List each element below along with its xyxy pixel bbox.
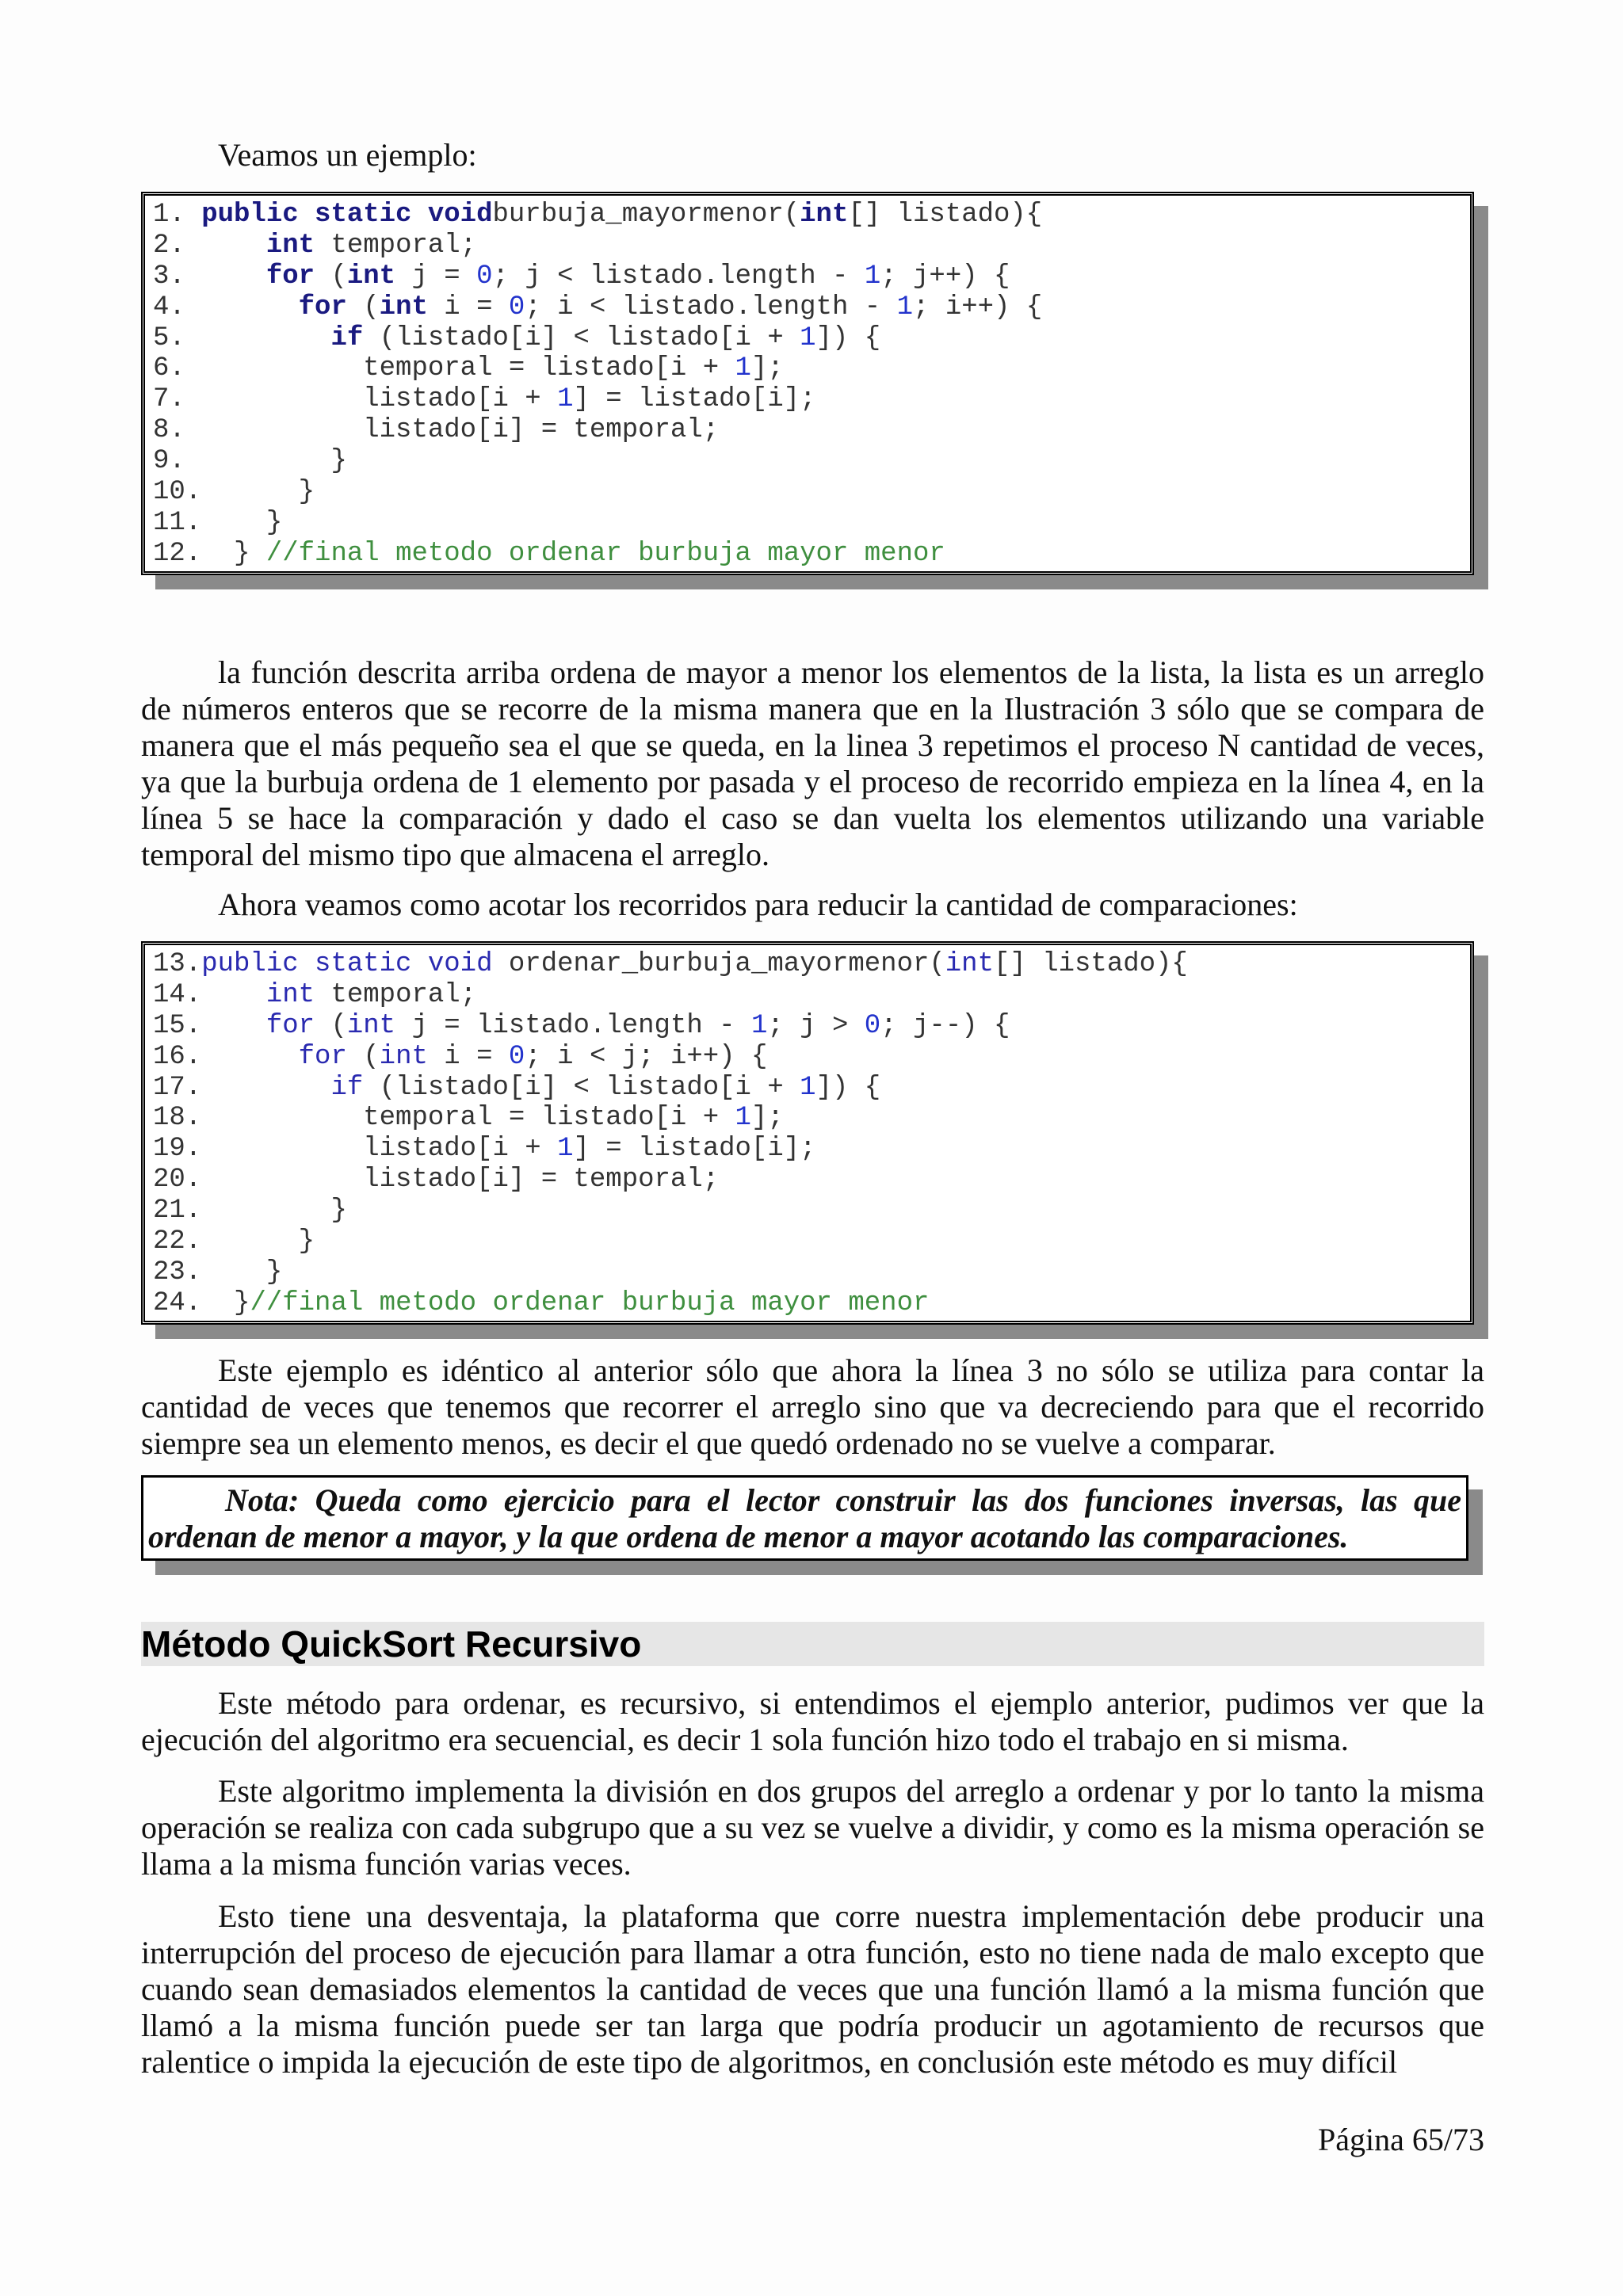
code-text: ordenar_burbuja_mayormenor( [492, 949, 945, 979]
code-block-2 [141, 941, 1474, 1325]
code-text: } [201, 538, 266, 569]
code-text: burbuja_mayormenor( [492, 200, 800, 230]
line-number: 4. [153, 292, 202, 322]
code-keyword: int [945, 949, 994, 979]
code-line [145, 477, 1470, 508]
code-line [145, 415, 1470, 446]
code-text: ] = listado[i]; [573, 384, 816, 415]
page-number: Página 65/73 [1318, 2122, 1484, 2157]
code-text: ( [346, 292, 380, 322]
code-text: temporal; [315, 979, 477, 1010]
line-number: 1. [153, 200, 202, 230]
code-text: (listado[i] < listado[i + [363, 1072, 800, 1103]
note-box [141, 1475, 1468, 1561]
line-number: 5. [153, 322, 202, 353]
code-keyword: int [346, 1010, 396, 1041]
paragraph-quicksort-2: Este algoritmo implementa la división en dos grupos del arreglo a ordenar y por lo tanto la misma operación se realiza con cada subgrupo que a su vez se vuelve a dividir, y como es la misma operación se llama a la misma función varias veces. [141, 1773, 1484, 1882]
line-number: 2. [153, 230, 202, 261]
code-comment: //final metodo ordenar burbuja mayor menor [250, 1287, 930, 1318]
code-text: } [201, 1287, 250, 1318]
paragraph-quicksort-1: Este método para ordenar, es recursivo, si entendimos el ejemplo anterior, pudimos ver que la ejecución del algoritmo era secuencial, es decir 1 sola función hizo todo el trabajo en si misma. [141, 1685, 1484, 1757]
code-line [145, 1196, 1470, 1226]
code-text: } [201, 477, 315, 508]
code-text: j = [395, 261, 477, 292]
code-keyword: int [379, 1041, 428, 1072]
code-line [145, 1226, 1470, 1257]
code-text: ; j > [767, 1010, 865, 1041]
code-text: } [201, 1257, 283, 1287]
code-keyword: public static void [201, 949, 493, 979]
code-keyword: 1 [557, 384, 574, 415]
code-text: ]) { [815, 1072, 881, 1103]
line-number: 9. [153, 446, 202, 477]
code-keyword: if [330, 1072, 364, 1103]
code-text: ; j--) { [880, 1010, 1010, 1041]
code-line [145, 200, 1470, 231]
code-text: [] listado){ [994, 949, 1188, 979]
code-keyword: int [265, 230, 315, 261]
code-keyword: for [265, 1010, 315, 1041]
line-number: 15. [153, 1010, 202, 1041]
code-text [201, 1073, 330, 1103]
code-line [145, 1288, 1470, 1319]
code-line [145, 1165, 1470, 1196]
code-text: temporal = listado[i + [201, 1103, 735, 1134]
code-text: temporal = listado[i + [201, 353, 735, 384]
code-line [145, 1134, 1470, 1165]
line-number: 6. [153, 353, 202, 384]
code-keyword: int [800, 200, 849, 230]
line-number: 23. [153, 1257, 202, 1287]
code-line [145, 353, 1470, 384]
code-line [145, 539, 1470, 570]
code-keyword: 1 [735, 1103, 751, 1134]
code-keyword: 1 [800, 1072, 816, 1103]
code-text: ; j < listado.length - [492, 261, 865, 292]
section-heading: Método QuickSort Recursivo [141, 1622, 1484, 1666]
code-comment: //final metodo ordenar burbuja mayor menor [265, 538, 945, 569]
code-line [145, 292, 1470, 323]
code-text: ; i < j; i++) { [525, 1041, 768, 1072]
line-number: 10. [153, 477, 202, 508]
code-keyword: int [265, 979, 315, 1010]
code-line [145, 231, 1470, 261]
code-keyword: 0 [508, 1041, 525, 1072]
code-text: } [201, 1196, 347, 1226]
line-number: 24. [153, 1287, 202, 1318]
code-keyword: 1 [750, 1010, 768, 1041]
code-keyword: 0 [864, 1010, 881, 1041]
note-text: Nota: Queda como ejercicio para el lector construir las dos funciones inversas, las que ordenan de menor a mayor, y la que ordena de menor a mayor acotando las comparaciones. [148, 1482, 1461, 1554]
code-text: ; j++) { [880, 261, 1010, 292]
code-block-1 [141, 192, 1474, 575]
line-number: 7. [153, 384, 202, 415]
code-keyword: for [265, 261, 315, 292]
code-text [201, 323, 330, 353]
paragraph-quicksort-3: Esto tiene una desventaja, la plataforma que corre nuestra implementación debe producir una interrupción del proceso de ejecución para llamar a otra función, esto no tiene nada de malo excepto que cuando sean demasiados elementos la cantidad de veces que una función llamó a la misma función que llamó a la misma función puede ser tan larga que podría producir un agotamiento de recursos que ralentice o impida la ejecución de este tipo de algoritmos, en conclusión este método es muy difícil [141, 1898, 1484, 2080]
line-number: 17. [153, 1072, 202, 1103]
code-text [201, 292, 298, 322]
code-keyword: 1 [800, 322, 816, 353]
code-line [145, 1103, 1470, 1134]
code-keyword: int [379, 292, 428, 322]
line-number: 20. [153, 1165, 202, 1196]
code-text: ] = listado[i]; [573, 1134, 816, 1165]
code-line [145, 1073, 1470, 1104]
code-text [201, 231, 266, 261]
code-keyword: int [346, 261, 396, 292]
line-number: 12. [153, 538, 202, 569]
code-text: } [201, 507, 283, 538]
code-text: } [201, 1226, 315, 1257]
code-text [201, 1011, 266, 1041]
code-text: listado[i + [201, 1134, 558, 1165]
code-keyword: 1 [557, 1134, 574, 1165]
code-line [145, 508, 1470, 539]
paragraph-intro-2: Ahora veamos como acotar los recorridos para reducir la cantidad de comparaciones: [218, 887, 1298, 922]
code-line [145, 1042, 1470, 1073]
code-keyword: for [298, 1041, 347, 1072]
intro-text: Veamos un ejemplo: [218, 137, 477, 173]
code-text [201, 261, 266, 292]
code-keyword: if [330, 322, 364, 353]
code-text: ( [346, 1041, 380, 1072]
line-number: 16. [153, 1041, 202, 1072]
code-line [145, 384, 1470, 415]
code-line [145, 1011, 1470, 1042]
code-line [145, 261, 1470, 292]
code-text: ]; [750, 1103, 784, 1134]
code-text: ( [315, 261, 347, 292]
line-number: 21. [153, 1196, 202, 1226]
code-line [145, 1257, 1470, 1288]
code-text: [] listado){ [848, 200, 1043, 230]
code-keyword: 1 [864, 261, 881, 292]
line-number: 18. [153, 1103, 202, 1134]
code-text: ]) { [815, 322, 881, 353]
code-text: i = [427, 292, 509, 322]
code-keyword: 1 [896, 292, 914, 322]
code-line [145, 980, 1470, 1011]
line-number: 13. [153, 949, 202, 979]
code-keyword: public static void [201, 200, 493, 230]
code-text: listado[i + [201, 384, 558, 415]
paragraph-explanation-2: Este ejemplo es idéntico al anterior sólo que ahora la línea 3 no sólo se utiliza para contar la cantidad de veces que tenemos que recorrer el arreglo sino que va decreciendo para que el recorrido siempre sea un elemento menos, es decir el que quedó ordenado no se vuelve a comparar. [141, 1352, 1484, 1461]
code-text: listado[i] = temporal; [201, 1165, 720, 1196]
code-keyword: 0 [476, 261, 493, 292]
code-line [145, 323, 1470, 354]
code-text: } [201, 446, 347, 477]
code-text [201, 1042, 298, 1072]
line-number: 8. [153, 415, 202, 446]
line-number: 19. [153, 1134, 202, 1165]
code-text: ( [315, 1010, 347, 1041]
code-text: i = [427, 1041, 509, 1072]
code-text: ; i++) { [913, 292, 1043, 322]
code-keyword: 1 [735, 353, 751, 384]
code-text: ]; [750, 353, 784, 384]
paragraph-explanation-1: la función descrita arriba ordena de mayor a menor los elementos de la lista, la lista es un arreglo de números enteros que se recorre de la misma manera que en la Ilustración 3 sólo que se compara de manera que el más pequeño sea el que se queda, en la linea 3 repetimos el proceso N cantidad de veces, ya que la burbuja ordena de 1 elemento por pasada y el proceso de recorrido empieza en la línea 4, en la línea 5 se hace la comparación y dado el caso se dan vuelta los elementos utilizando una variable temporal del mismo tipo que almacena el arreglo. [141, 654, 1484, 872]
line-number: 3. [153, 261, 202, 292]
code-keyword: 0 [508, 292, 525, 322]
line-number: 11. [153, 507, 202, 538]
code-line [145, 949, 1470, 980]
code-text: (listado[i] < listado[i + [363, 322, 800, 353]
code-text: listado[i] = temporal; [201, 415, 720, 446]
code-line [145, 446, 1470, 477]
code-text: temporal; [315, 230, 477, 261]
code-text: ; i < listado.length - [525, 292, 897, 322]
line-number: 22. [153, 1226, 202, 1257]
code-text: j = listado.length - [395, 1010, 751, 1041]
code-keyword: for [298, 292, 347, 322]
code-text [201, 980, 266, 1010]
line-number: 14. [153, 979, 202, 1010]
